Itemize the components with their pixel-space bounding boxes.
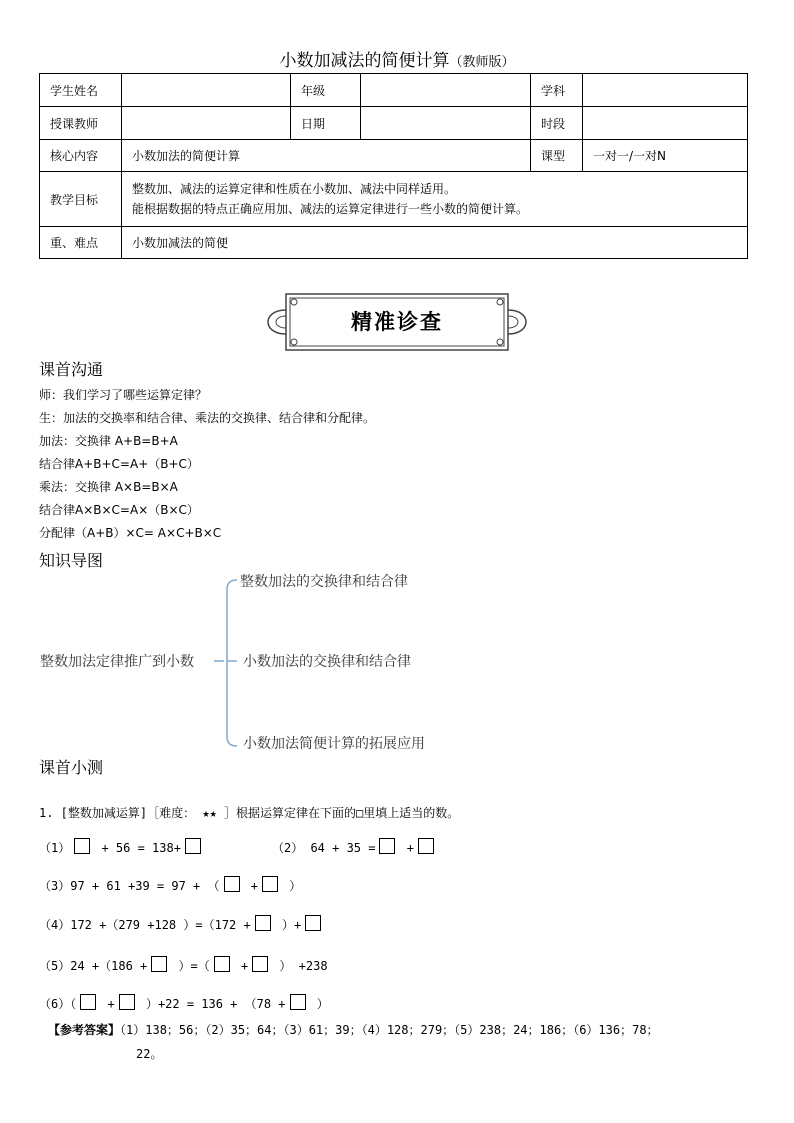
table-cell: 时段 [531, 107, 583, 140]
text-line: 分配律（A+B）×C= A×C+B×C [39, 526, 222, 540]
grade-cell[interactable] [361, 74, 531, 107]
mind-map-branch: 小数加法简便计算的拓展应用 [243, 736, 425, 752]
date-cell[interactable] [361, 107, 531, 140]
table-row [40, 140, 748, 172]
table-row [40, 74, 748, 107]
text-line: 乘法：交换律 A×B=B×A [39, 480, 178, 494]
answer-label: 【参考答案】 [48, 1023, 121, 1037]
answer-box[interactable] [379, 838, 395, 854]
banner-title: 精准诊查 [351, 310, 443, 334]
key-points-cell: 小数加减法的简便 [122, 227, 748, 259]
text-line: 加法：交换律 A+B=B+A [39, 434, 178, 448]
title-main: 小数加减法的简便计算 [279, 51, 450, 71]
mind-map-branch: 整数加法的交换律和结合律 [240, 574, 408, 590]
answer-text-cont: 22。 [136, 1047, 163, 1061]
q-text: （3）97 + 61 +39 = 97 + （ [39, 879, 220, 893]
q-text: ） +238 [279, 959, 328, 973]
q-text: ） [289, 879, 302, 893]
q-text: ）+ [281, 918, 302, 932]
question-2 [272, 838, 438, 856]
question-1 [39, 838, 205, 856]
question-3 [39, 876, 301, 894]
answer-box[interactable] [252, 956, 268, 972]
text-line: 师：我们学习了哪些运算定律？ [39, 388, 208, 402]
answer-box[interactable] [214, 956, 230, 972]
answer-box[interactable] [224, 876, 240, 892]
q-text: （1） [39, 841, 71, 855]
answer-box[interactable] [74, 838, 90, 854]
title-subtitle: （教师版） [449, 55, 515, 70]
q-text: + 56 = 138+ [101, 841, 181, 855]
answer-text: （1）138；56；（2）35；64；（3）61；39；（4）128；279；（5）238；24；186；（6）136；78； [120, 1023, 659, 1037]
table-cell: 日期 [291, 107, 361, 140]
answer-box[interactable] [151, 956, 167, 972]
answer-box[interactable] [418, 838, 434, 854]
table-row [40, 107, 748, 140]
mind-map-branch: 小数加法的交换律和结合律 [243, 654, 411, 670]
answer-box[interactable] [262, 876, 278, 892]
teacher-cell[interactable] [122, 107, 291, 140]
answer-box[interactable] [290, 994, 306, 1010]
mind-map-root: 整数加法定律推广到小数 [40, 654, 194, 670]
question-6 [39, 994, 329, 1012]
q-text: + [240, 959, 249, 973]
q-text: ）+22 = 136 + （78 + [145, 997, 286, 1011]
q-text: （2） 64 + 35 = [272, 841, 376, 855]
answer-box[interactable] [305, 915, 321, 931]
table-cell: 学科 [531, 74, 583, 107]
q-text: ）=（ [178, 959, 210, 973]
table-row [40, 172, 748, 227]
q-text: + [250, 879, 258, 893]
q-text: + [107, 997, 115, 1011]
text-line: 结合律A×B×C=A×（B×C） [39, 503, 199, 517]
table-row [40, 227, 748, 259]
info-table [39, 73, 748, 259]
section-heading: 课首沟通 [39, 360, 104, 379]
answer-key [48, 1021, 659, 1038]
lesson-type-cell: 一对一/一对N [583, 140, 748, 172]
question-4 [39, 915, 325, 933]
table-cell: 教学目标 [40, 172, 122, 227]
answer-box[interactable] [80, 994, 96, 1010]
answer-box[interactable] [255, 915, 271, 931]
page-title [0, 46, 794, 71]
table-cell: 学生姓名 [40, 74, 122, 107]
core-content-cell: 小数加法的简便计算 [122, 140, 531, 172]
question-intro: 1. [整数加减运算]［难度： ★★ ］根据运算定律在下面的□里填上适当的数。 [39, 806, 460, 820]
q-text: （6）（ [39, 997, 77, 1011]
table-cell: 授课教师 [40, 107, 122, 140]
time-cell[interactable] [583, 107, 748, 140]
answer-box[interactable] [119, 994, 135, 1010]
question-5 [39, 956, 328, 974]
table-cell: 重、难点 [40, 227, 122, 259]
table-cell: 年级 [291, 74, 361, 107]
table-cell: 课型 [531, 140, 583, 172]
goal-line: 整数加、减法的运算定律和性质在小数加、减法中同样适用。 [132, 182, 457, 196]
section-heading: 课首小测 [39, 758, 104, 777]
goals-cell [122, 172, 748, 227]
goal-line: 能根据数据的特点正确应用加、减法的运算定律进行一些小数的简便计算。 [132, 202, 529, 216]
answer-box[interactable] [185, 838, 201, 854]
table-cell: 核心内容 [40, 140, 122, 172]
q-text: + [406, 841, 414, 855]
q-text: ） [316, 997, 329, 1011]
section-heading: 知识导图 [39, 551, 104, 570]
student-name-cell[interactable] [122, 74, 291, 107]
text-line: 结合律A+B+C=A+（B+C） [39, 457, 199, 471]
q-text: （5）24 +（186 + [39, 959, 148, 973]
q-text: （4）172 +（279 +128 ）=（172 + [39, 918, 251, 932]
text-line: 生：加法的交换率和结合律、乘法的交换律、结合律和分配律。 [39, 411, 376, 425]
subject-cell[interactable] [583, 74, 748, 107]
